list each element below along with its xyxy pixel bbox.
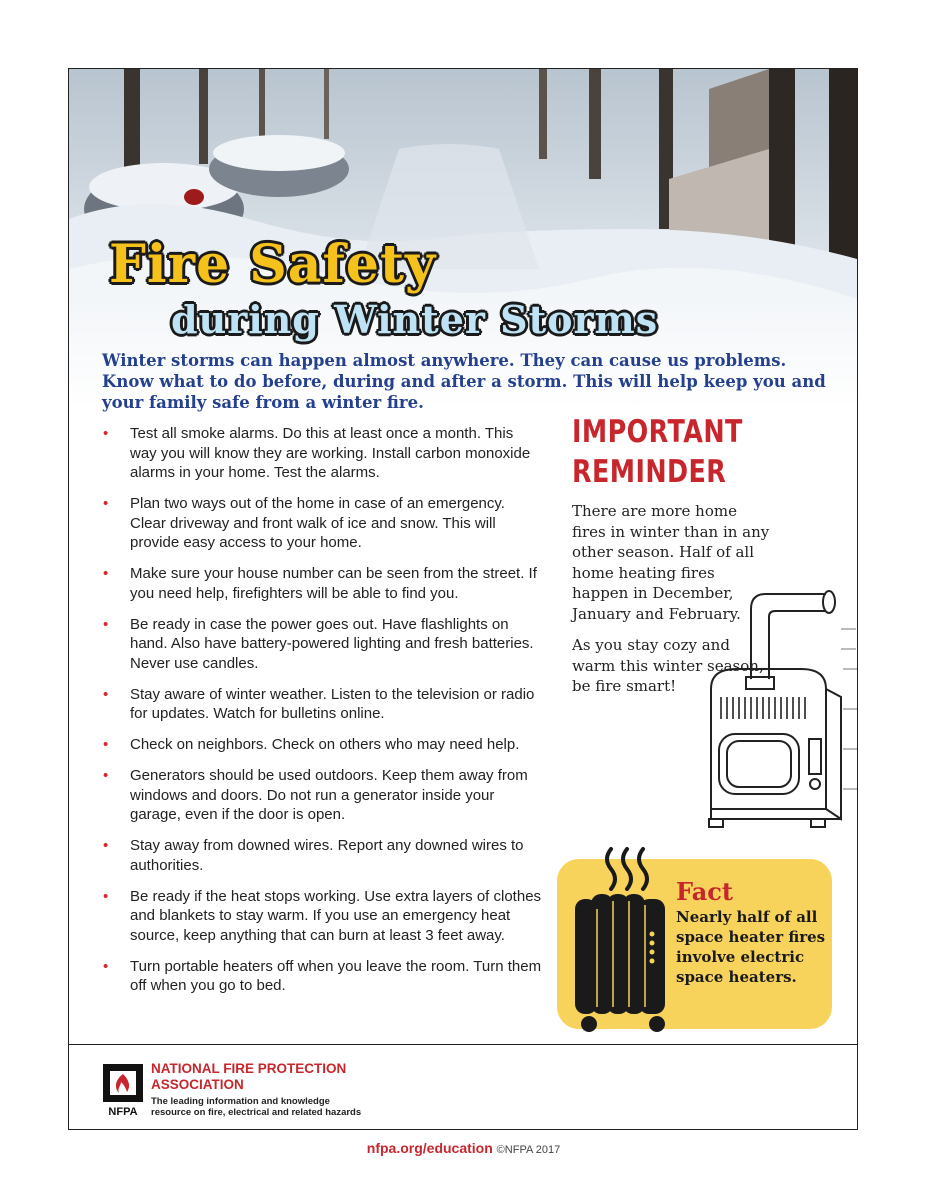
list-item: • Make sure your house number can be seen from the street. If you need help, firefighters will be able to find you. bbox=[103, 565, 537, 602]
bullet-icon: • bbox=[103, 565, 109, 582]
org-tagline: The leading information and knowledge resource on fire, electrical and related hazards bbox=[151, 1096, 362, 1118]
education-link[interactable]: nfpa.org/education bbox=[366, 1140, 493, 1156]
electric-radiator-icon bbox=[569, 839, 679, 1039]
bullet-icon: • bbox=[103, 685, 109, 703]
bullet-icon: • bbox=[103, 767, 109, 784]
list-item: • Plan two ways out of the home in case of an emergency. Clear driveway and front walk of ice and snow. This will provide easy access to your home. bbox=[103, 495, 505, 551]
footer-credit bbox=[0, 1140, 927, 1156]
bullet-icon: • bbox=[103, 615, 109, 633]
nfpa-logo-text: NFPA bbox=[108, 1106, 138, 1118]
important-reminder-heading bbox=[572, 412, 743, 492]
bullet-icon: • bbox=[103, 495, 109, 512]
title-fire-safety: Fire Safety bbox=[109, 234, 437, 295]
footer-divider bbox=[69, 1044, 857, 1045]
list-item: • Stay aware of winter weather. Listen to the television or radio for updates. Watch for bulletins online. bbox=[103, 685, 535, 722]
list-item: • Be ready if the heat stops working. Use extra layers of clothes and blankets to stay warm. If you use an emergency heat source, keep anything that can burn at least 3 feet away. bbox=[103, 887, 542, 944]
reminder-paragraph-2: As you stay cozy and warm this winter season, be fire smart! bbox=[572, 636, 764, 695]
bullet-icon: • bbox=[103, 957, 109, 975]
bullet-icon: • bbox=[103, 887, 109, 905]
copyright-text: ©NFPA 2017 bbox=[496, 1144, 561, 1156]
flyer-frame bbox=[68, 68, 858, 1130]
bullet-icon: • bbox=[103, 736, 109, 753]
list-item: • Check on neighbors. Check on others who may need help. bbox=[103, 736, 520, 753]
org-name: NATIONAL FIRE PROTECTION ASSOCIATION bbox=[151, 1061, 347, 1092]
gas-heater-icon bbox=[691, 569, 858, 849]
reminder-paragraph-1: There are more home fires in winter than in any other season. Half of all home heating fires happen in December, January and February. bbox=[572, 502, 770, 623]
nfpa-logo-icon bbox=[101, 1062, 145, 1122]
list-item: • Test all smoke alarms. Do this at least once a month. This way you will know they are working. Install carbon monoxide alarms in your home. Test the alarms. bbox=[103, 425, 531, 481]
list-item: • Generators should be used outdoors. Keep them away from windows and doors. Do not run a generator inside your garage, even if the door is open. bbox=[103, 767, 528, 823]
fact-text: Nearly half of all space heater fires involve electric space heaters. bbox=[676, 908, 826, 986]
list-item: • Stay away from downed wires. Report any downed wires to authorities. bbox=[103, 837, 524, 874]
reminder-title-line1: IMPORTANT bbox=[572, 414, 743, 450]
list-item: • Turn portable heaters off when you leave the room. Turn them off when you go to bed. bbox=[103, 957, 542, 994]
bullet-icon: • bbox=[103, 837, 109, 854]
list-item: • Be ready in case the power goes out. Have flashlights on hand. Also have battery-powered lighting and fresh batteries. Never use candles. bbox=[103, 615, 534, 672]
reminder-title-line2: REMINDER bbox=[572, 454, 727, 490]
title-during-winter-storms: during Winter Storms bbox=[171, 297, 659, 342]
safety-tips-list bbox=[103, 424, 543, 1007]
intro-paragraph: Winter storms can happen almost anywhere. They can cause us problems. Know what to do before, during and after a storm. This will help keep you and your family safe from a winter fire. bbox=[102, 351, 826, 412]
bullet-icon: • bbox=[103, 425, 109, 442]
fact-heading: Fact bbox=[676, 877, 733, 906]
